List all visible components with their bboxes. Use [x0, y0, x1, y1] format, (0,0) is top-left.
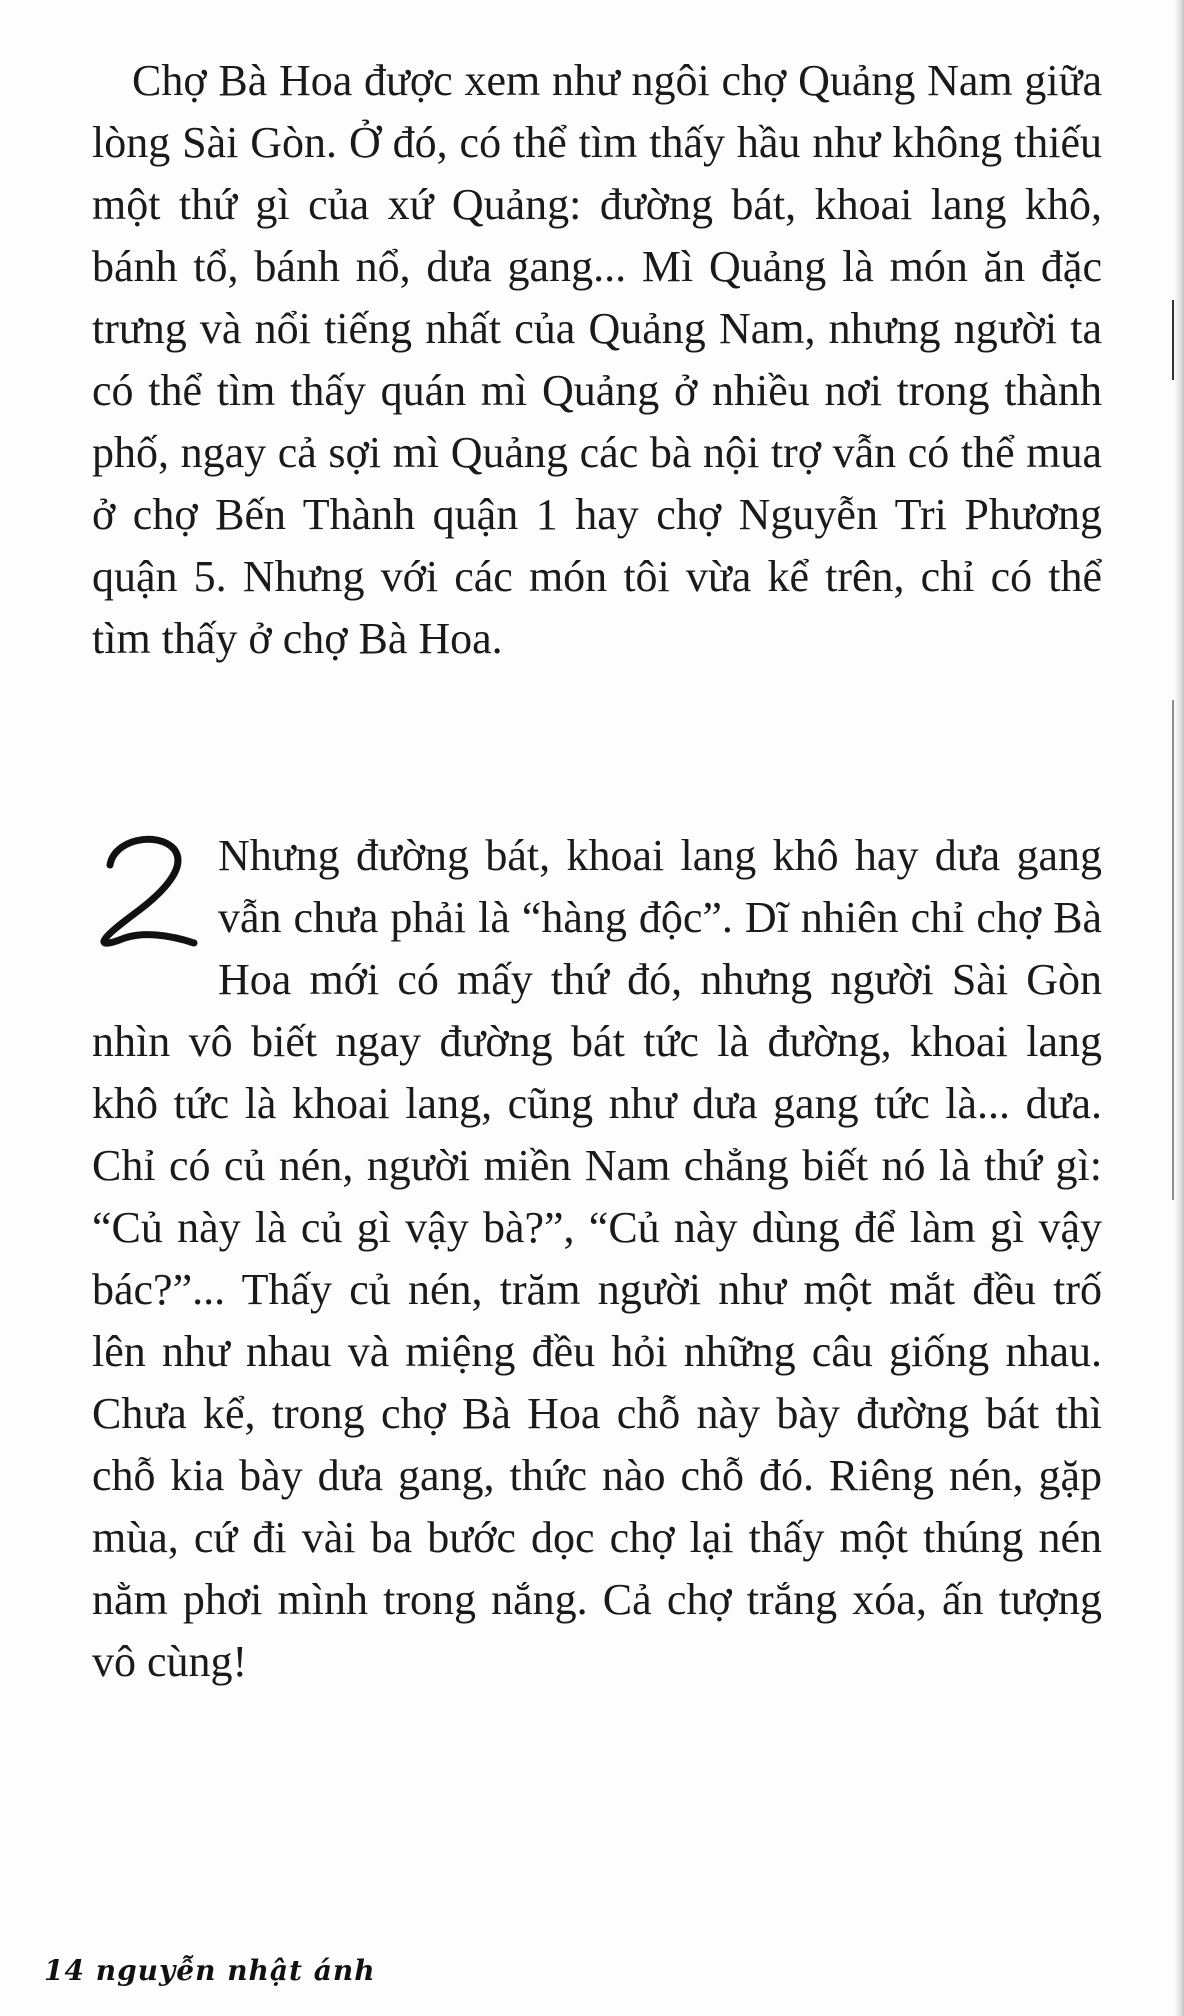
paragraph-2-text: Nhưng đường bát, khoai lang khô hay dưa gang vẫn chưa phải là “hàng độc”. Dĩ nhiên chỉ chợ Bà Hoa mới có mấy thứ đó, nhưng người Sài Gòn nhìn vô biết ngay đường bát tức là đường, khoai lang khô tức là khoai lang, cũng như dưa gang tức là... dưa. Chỉ có củ nén, người miền Nam chẳng biết nó là thứ gì: “Củ này là củ gì vậy bà?”, “Củ này dùng để làm gì vậy bác?”... Thấy củ nén, trăm người như một mắt đều trố lên như nhau và miệng đều hỏi những câu giống nhau. Chưa kể, trong chợ Bà Hoa chỗ này bày đường bát thì chỗ kia bày dưa gang, thức nào chỗ đó. Riêng nén, gặp mùa, cứ đi vài ba bước dọc chợ lại thấy một thúng nén nằm phơi mình trong nắng. Cả chợ trắng xóa, ấn tượng vô cùng!: [92, 831, 1102, 1686]
page-edge-mark: [1172, 700, 1174, 1200]
dropcap-numeral-2-icon: [92, 831, 204, 951]
page-number: 14: [44, 1954, 85, 1987]
page-footer: [44, 1954, 376, 1987]
page-edge-shadow: [1174, 0, 1184, 2016]
author-name: nguyễn nhật ánh: [95, 1954, 376, 1987]
paragraph-2: [92, 825, 1102, 1693]
page-edge-mark: [1172, 300, 1174, 380]
paragraph-1-text: Chợ Bà Hoa được xem như ngôi chợ Quảng Nam giữa lòng Sài Gòn. Ở đó, có thể tìm thấy hầu như không thiếu một thứ gì của xứ Quảng: đường bát, khoai lang khô, bánh tổ, bánh nổ, dưa gang... Mì Quảng là món ăn đặc trưng và nổi tiếng nhất của Quảng Nam, nhưng người ta có thể tìm thấy quán mì Quảng ở nhiều nơi trong thành phố, ngay cả sợi mì Quảng các bà nội trợ vẫn có thể mua ở chợ Bến Thành quận 1 hay chợ Nguyễn Tri Phương quận 5. Nhưng với các món tôi vừa kể trên, chỉ có thể tìm thấy ở chợ Bà Hoa.: [92, 56, 1102, 663]
paragraph-1: [92, 50, 1102, 670]
